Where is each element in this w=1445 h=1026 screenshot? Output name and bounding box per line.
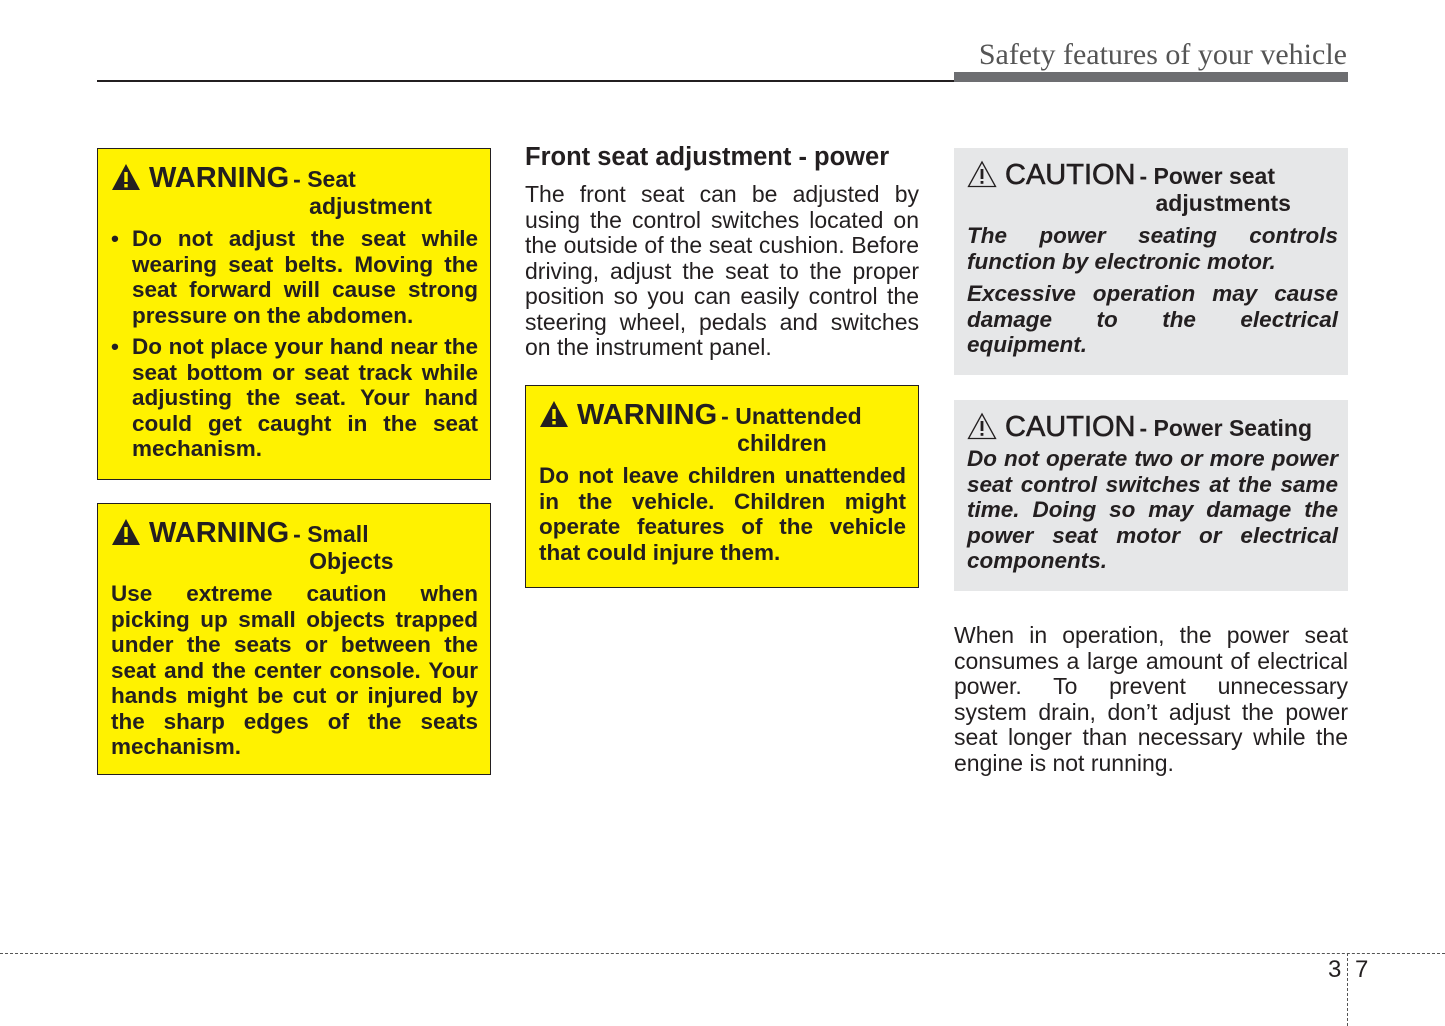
operation-note: When in operation, the power seat consumes a large amount of electrical power. To prevent unnecessary system drain, don’t adjust the power seat longer than necessary while the engine is not running. xyxy=(954,622,1348,776)
warning-label: WARNING xyxy=(149,517,290,549)
warning-label: WARNING xyxy=(577,399,718,431)
footer-rule xyxy=(0,953,1445,954)
bullet-item: • Do not place your hand near the seat bottom or seat track while adjusting the seat. Your hand could get caught in the seat mechanism. xyxy=(132,334,478,462)
warning-seat-adjustment xyxy=(97,148,491,480)
footer-divider xyxy=(1347,953,1348,1026)
caution-subtitle: adjustments xyxy=(1155,190,1291,216)
warning-triangle-icon xyxy=(539,400,569,428)
page-number: 7 xyxy=(1355,956,1369,983)
warning-small-objects xyxy=(97,503,491,775)
warning-subtitle: - Seat xyxy=(293,166,356,192)
warning-subtitle: - Unattended xyxy=(721,403,862,429)
warning-label: WARNING xyxy=(149,162,290,194)
caution-subtitle: - Power seat xyxy=(1139,163,1275,189)
warning-body: Use extreme caution when picking up small objects trapped under the seats or between the seat and the center console. Your hands might be cut or injured by the sharp edges of the seats mechanism. xyxy=(111,581,478,759)
caution-label: CAUTION xyxy=(1005,411,1136,443)
warning-subtitle: - Small xyxy=(293,521,369,547)
caution-label: CAUTION xyxy=(1005,159,1136,191)
warning-triangle-icon xyxy=(111,518,141,546)
caution-triangle-icon xyxy=(967,412,997,440)
header-bar xyxy=(954,72,1348,82)
warning-body: Do not leave children unattended in the vehicle. Children might operate features of the vehicle that could injure them. xyxy=(539,463,906,565)
section-header-title: Safety features of your vehicle xyxy=(978,38,1347,71)
front-seat-body: The front seat can be adjusted by using the control switches located on the outside of the seat cushion. Before driving, adjust the seat to the proper position so you can easily control the steering wheel, pedals and switches on the instrument panel. xyxy=(525,181,919,360)
chapter-number: 3 xyxy=(1328,956,1342,983)
caution-power-seat-adjustments xyxy=(954,148,1348,375)
section-title: Front seat adjustment - power xyxy=(525,143,890,171)
warning-subtitle: Objects xyxy=(309,548,394,574)
warning-triangle-icon xyxy=(111,163,141,191)
warning-subtitle: children xyxy=(737,430,827,456)
bullet-item: • Do not adjust the seat while wearing seat belts. Moving the seat forward will cause strong pressure on the abdomen. xyxy=(132,226,478,328)
warning-subtitle: adjustment xyxy=(309,193,432,219)
caution-paragraph: Excessive operation may cause damage to the electrical equipment. xyxy=(967,281,1338,357)
caution-triangle-icon xyxy=(967,160,997,188)
caution-subtitle: - Power Seating xyxy=(1139,415,1313,441)
header-rule xyxy=(97,80,955,82)
caution-paragraph: The power seating controls function by electronic motor. xyxy=(967,223,1338,274)
caution-body: Do not operate two or more power seat control switches at the same time. Doing so may damage the power seat motor or electrical components. xyxy=(967,446,1338,573)
caution-power-seating xyxy=(954,400,1348,591)
warning-unattended-children xyxy=(525,385,919,588)
